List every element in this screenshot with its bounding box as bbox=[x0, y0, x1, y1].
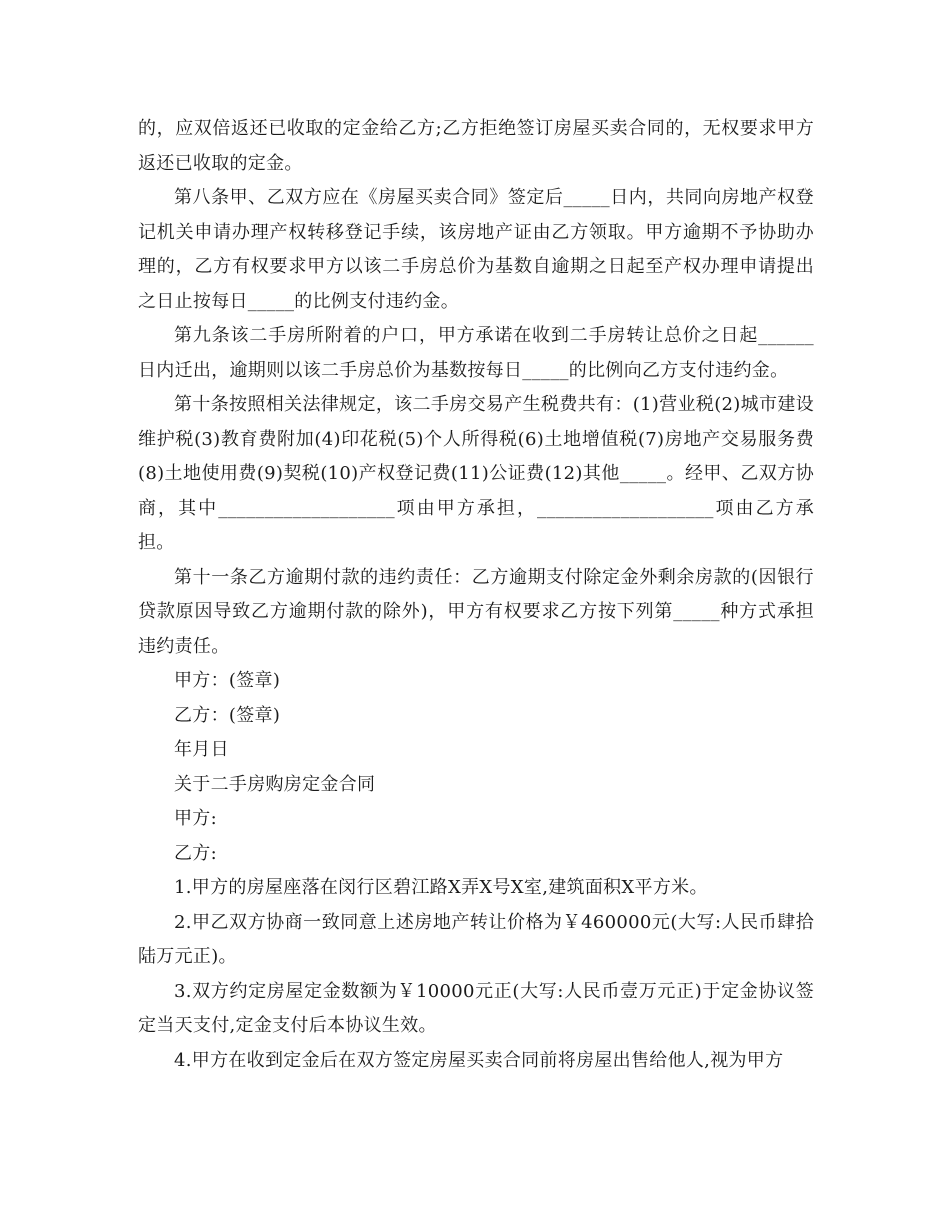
clause-2-transfer-price: 2.甲乙双方协商一致同意上述房地产转让价格为￥460000元(大写:人民币肆拾陆万元正)。 bbox=[138, 911, 814, 967]
paragraph-article-11: 第十一条乙方逾期付款的违约责任：乙方逾期支付除定金外剩余房款的(因银行贷款原因导致乙方逾期付款的除外)，甲方有权要求乙方按下列第_____种方式承担违约责任。 bbox=[138, 566, 814, 657]
clause-3-deposit-amount: 3.双方约定房屋定金数额为￥10000元正(大写:人民币壹万元正)于定金协议签定当天支付,定金支付后本协议生效。 bbox=[138, 980, 814, 1036]
paragraph-article-10: 第十条按照相关法律规定，该二手房交易产生税费共有：(1)营业税(2)城市建设维护税(3)教育费附加(4)印花税(5)个人所得税(6)土地增值税(7)房地产交易服务费(8)土地使用费(9)契税(10)产权登记费(11)公证费(12)其他_____。经甲、乙双方协商，其中___________________项由甲方承担，___________________项由乙方承担。 bbox=[138, 394, 814, 553]
signature-party-b: 乙方：(签章) bbox=[174, 704, 281, 726]
document-body bbox=[138, 112, 814, 1078]
paragraph-article-8: 第八条甲、乙双方应在《房屋买卖合同》签定后_____日内，共同向房地产权登记机关申请办理产权转移登记手续，该房地产证由乙方领取。甲方逾期不予协助办理的，乙方有权要求甲方以该二手房总价为基数自逾期之日起至产权办理申请提出之日止按每日_____的比例支付违约金。 bbox=[138, 187, 814, 312]
date-line: 年月日 bbox=[174, 739, 229, 760]
party-b-label: 乙方: bbox=[174, 842, 217, 864]
paragraph-refund-clause-continued: 的，应双倍返还已收取的定金给乙方;乙方拒绝签订房屋买卖合同的，无权要求甲方返还已收取的定金。 bbox=[138, 118, 814, 174]
contract-title: 关于二手房购房定金合同 bbox=[174, 773, 376, 795]
paragraph-article-9: 第九条该二手房所附着的户口，甲方承诺在收到二手房转让总价之日起______日内迁出，逾期则以该二手房总价为基数按每日_____的比例向乙方支付违约金。 bbox=[138, 325, 814, 381]
clause-1-property-location: 1.甲方的房屋座落在闵行区碧江路X弄X号X室,建筑面积X平方米。 bbox=[174, 877, 708, 898]
party-a-label: 甲方: bbox=[174, 808, 217, 829]
clause-4-breach-by-party-a: 4.甲方在收到定金后在双方签定房屋买卖合同前将房屋出售给他人,视为甲方 bbox=[174, 1049, 784, 1071]
signature-party-a: 甲方：(签章) bbox=[174, 670, 281, 691]
